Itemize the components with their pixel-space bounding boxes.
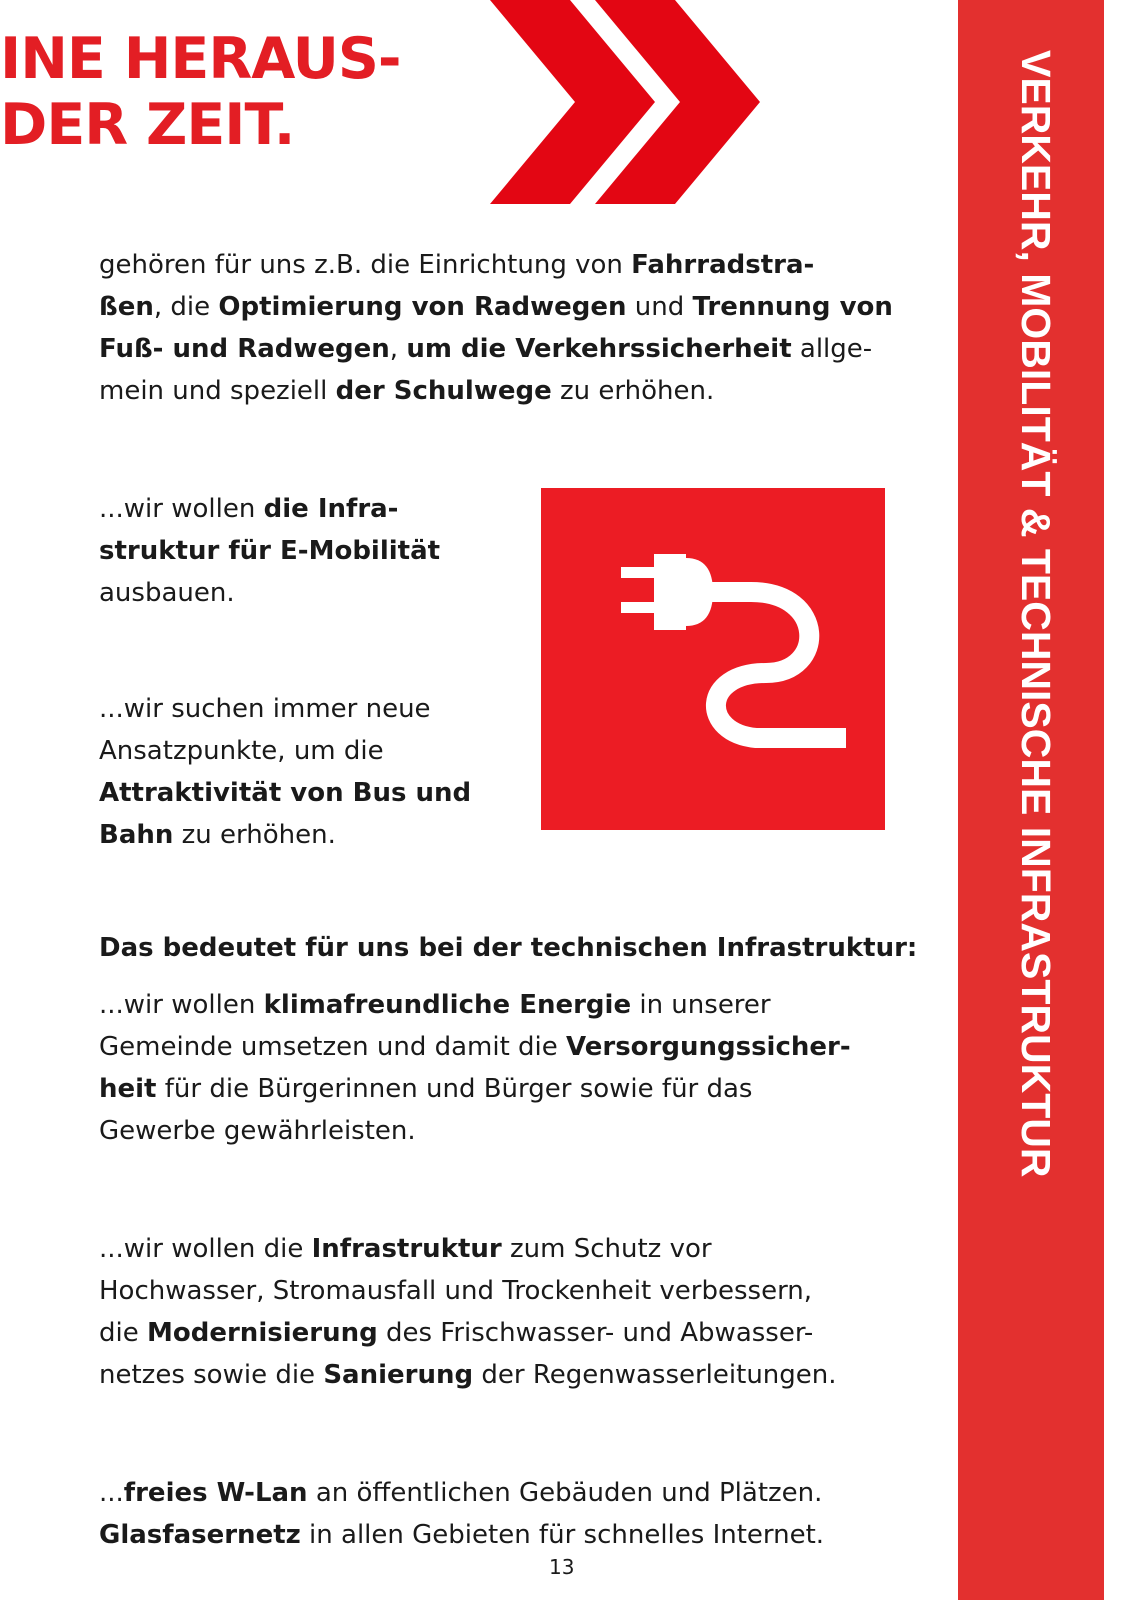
text: ...wir suchen immer neue bbox=[99, 694, 431, 724]
text: allge- bbox=[791, 334, 873, 364]
text: Hochwasser, Stromausfall und Trockenheit verbessern, bbox=[99, 1276, 813, 1306]
intro-paragraph bbox=[99, 244, 893, 412]
text: die bbox=[99, 1318, 147, 1348]
text: zu erhöhen. bbox=[551, 376, 715, 406]
water-paragraph bbox=[99, 1228, 837, 1396]
bold-text: Infrastruktur bbox=[311, 1234, 502, 1264]
sidebar-title: VERKEHR, MOBILITÄT & TECHNISCHE INFRASTRUKTUR bbox=[1013, 50, 1059, 1178]
text: , bbox=[389, 334, 407, 364]
energy-paragraph bbox=[99, 984, 851, 1152]
bold-text: Versorgungssicher- bbox=[566, 1032, 851, 1062]
text: Gewerbe gewährleisten. bbox=[99, 1116, 416, 1146]
text: ...wir wollen bbox=[99, 990, 264, 1020]
text: mein und speziell bbox=[99, 376, 336, 406]
text: zum Schutz vor bbox=[501, 1234, 712, 1264]
tech-heading bbox=[99, 928, 917, 968]
bold-text: Optimierung von Radwegen bbox=[218, 292, 627, 322]
bold-text: klimafreundliche Energie bbox=[263, 990, 632, 1020]
text: des Frischwasser- und Abwasser- bbox=[377, 1318, 814, 1348]
section-heading: Das bedeutet für uns bei der technischen Infrastruktur: bbox=[99, 933, 918, 963]
headline-line-2: DER ZEIT. bbox=[0, 92, 295, 158]
bold-text: struktur für E-Mobilität bbox=[99, 536, 441, 566]
bold-text: Sanierung bbox=[323, 1360, 474, 1390]
double-chevron-icon bbox=[470, 0, 770, 205]
text: gehören für uns z.B. die Einrichtung von bbox=[99, 250, 632, 280]
text: in unserer bbox=[631, 990, 771, 1020]
ev-plug-icon bbox=[541, 488, 885, 830]
bold-text: Glasfasernetz bbox=[99, 1520, 301, 1550]
bold-text: Fuß- und Radwegen bbox=[99, 334, 390, 364]
text: der Regenwasserleitungen. bbox=[473, 1360, 837, 1390]
text: ...wir wollen die bbox=[99, 1234, 312, 1264]
bold-text: Modernisierung bbox=[147, 1318, 378, 1348]
text: Gemeinde umsetzen und damit die bbox=[99, 1032, 567, 1062]
text: an öffentlichen Gebäuden und Plätzen. bbox=[307, 1478, 823, 1508]
text: ... bbox=[99, 1478, 124, 1508]
text: ausbauen. bbox=[99, 578, 235, 608]
text: und bbox=[626, 292, 693, 322]
internet-paragraph bbox=[99, 1472, 824, 1556]
text: für die Bürgerinnen und Bürger sowie für das bbox=[156, 1074, 753, 1104]
bold-text: Trennung von bbox=[692, 292, 893, 322]
bold-text: die Infra- bbox=[263, 494, 399, 524]
text: ...wir wollen bbox=[99, 494, 264, 524]
transit-paragraph bbox=[99, 688, 471, 856]
bold-text: Bahn bbox=[99, 820, 174, 850]
bold-text: ßen bbox=[99, 292, 154, 322]
emobility-paragraph bbox=[99, 488, 440, 614]
bold-text: freies W-Lan bbox=[123, 1478, 308, 1508]
headline bbox=[0, 26, 401, 158]
text: in allen Gebieten für schnelles Internet. bbox=[300, 1520, 825, 1550]
bold-text: Attraktivität von Bus und bbox=[99, 778, 472, 808]
text: zu erhöhen. bbox=[173, 820, 336, 850]
page-number: 13 bbox=[549, 1555, 575, 1579]
bold-text: Fahrradstra- bbox=[631, 250, 815, 280]
text: , die bbox=[153, 292, 219, 322]
text: netzes sowie die bbox=[99, 1360, 324, 1390]
bold-text: der Schulwege bbox=[335, 376, 552, 406]
bold-text: um die Verkehrssicherheit bbox=[406, 334, 792, 364]
text: Ansatzpunkte, um die bbox=[99, 736, 384, 766]
headline-line-1: INE HERAUS- bbox=[0, 26, 401, 92]
sidebar bbox=[958, 0, 1104, 1600]
bold-text: heit bbox=[99, 1074, 157, 1104]
